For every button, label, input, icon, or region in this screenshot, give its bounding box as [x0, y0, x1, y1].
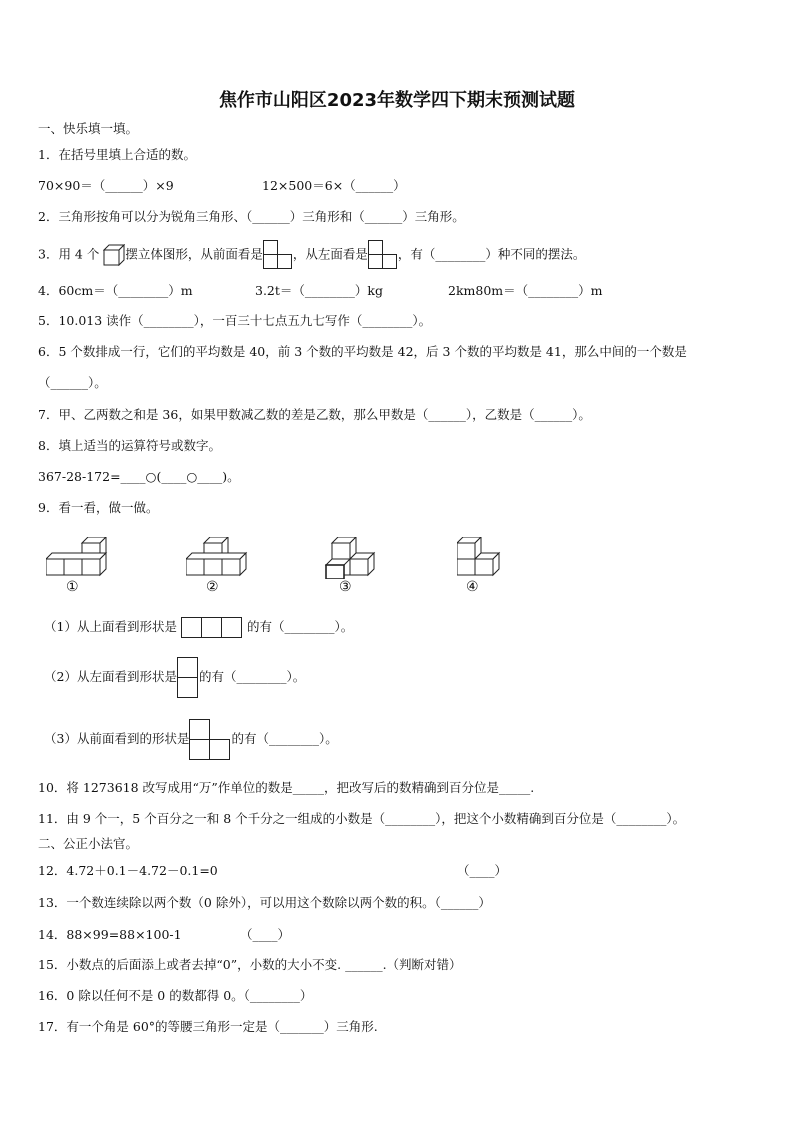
question-4a: 4．60cm＝（________）m	[38, 283, 193, 298]
question-12: 12．4.72＋0.1－4.72－0.1=0	[38, 863, 218, 878]
section-2-heading: 二、公正小法官。	[38, 836, 139, 851]
question-8-expr: 367-28-172=____○(____○____)。	[38, 469, 240, 484]
left-view-shape	[368, 240, 398, 270]
question-9-stem: 9．看一看，做一做。	[38, 500, 159, 515]
figure-3	[324, 537, 376, 579]
figure-2-label: ②	[206, 579, 219, 595]
question-13: 13．一个数连续除以两个数（0 除外），可以用这个数除以两个数的积。（______）	[38, 895, 491, 910]
question-11: 11．由 9 个一，5 个百分之一和 8 个千分之一组成的小数是（________），把这个小数精确到百分位是（________）。	[38, 811, 686, 826]
question-15: 15．小数点的后面添上或者去掉“0”，小数的大小不变. ______.（判断对错）	[38, 957, 462, 972]
question-9-sub3	[44, 718, 338, 761]
front-view-l-shape	[189, 719, 231, 761]
question-9-sub1	[44, 614, 353, 640]
top-view-shape	[181, 617, 243, 639]
figure-4-label: ④	[466, 579, 479, 595]
question-2: 2．三角形按角可以分为锐角三角形、（______）三角形和（______）三角形。	[38, 209, 465, 224]
question-4b: 3.2t＝（________）kg	[255, 283, 383, 298]
question-3	[38, 240, 585, 270]
question-6-line1: 6．5 个数排成一行，它们的平均数是 40，前 3 个数的平均数是 42，后 3 个数的平均数是 41，那么中间的一个数是	[38, 344, 687, 359]
front-view-shape	[263, 240, 293, 270]
q9-sub3-pre: （3）从前面看到的形状是	[44, 731, 190, 746]
question-1b: 12×500＝6×（______）	[262, 178, 406, 193]
q9-sub2-pre: （2）从左面看到形状是	[44, 669, 177, 684]
question-3-part4: ，有（________）种不同的摆法。	[397, 246, 586, 262]
section-1-heading: 一、快乐填一填。	[38, 121, 139, 136]
figure-2	[186, 537, 248, 579]
figure-1-label: ①	[66, 579, 79, 595]
q9-sub3-post: 的有（________）。	[231, 731, 338, 746]
figure-3-label: ③	[339, 579, 352, 595]
question-8-stem: 8．填上适当的运算符号或数字。	[38, 438, 221, 453]
question-6-line2: （______）。	[38, 375, 107, 390]
question-3-part2: 摆立体图形，从前面看是	[125, 246, 263, 262]
cube-icon	[103, 244, 125, 266]
question-1a: 70×90＝（______）×9	[38, 178, 174, 193]
question-14-answer: （____）	[240, 927, 291, 942]
question-5: 5．10.013 读作（________），一百三十七点五九七写作（________）。	[38, 313, 432, 328]
question-4c: 2km80m＝（________）m	[448, 283, 603, 298]
figure-1	[46, 537, 108, 579]
question-7: 7．甲、乙两数之和是 36，如果甲数减乙数的差是乙数，那么甲数是（______），乙数是（______）。	[38, 407, 591, 422]
question-12-answer: （____）	[457, 863, 508, 878]
question-1-stem: 1．在括号里填上合适的数。	[38, 147, 196, 162]
left-view-column-shape	[177, 657, 199, 699]
q9-sub1-pre: （1）从上面看到形状是	[44, 619, 177, 634]
question-9-sub2	[44, 656, 305, 699]
q9-sub1-post: 的有（________）。	[246, 619, 354, 634]
q9-sub2-post: 的有（________）。	[198, 669, 306, 684]
question-14: 14．88×99=88×100-1	[38, 927, 182, 942]
question-3-part3: ，从左面看是	[292, 246, 368, 262]
figure-4	[457, 537, 501, 579]
page-title: 焦作市山阳区2023年数学四下期末预测试题	[218, 90, 576, 111]
question-17: 17．有一个角是 60°的等腰三角形一定是（_______）三角形.	[38, 1019, 378, 1034]
question-3-part1: 3．用 4 个	[38, 246, 100, 262]
question-10: 10．将 1273618 改写成用“万”作单位的数是_____，把改写后的数精确到百分位是_____.	[38, 780, 535, 795]
question-16: 16．0 除以任何不是 0 的数都得 0。（________）	[38, 988, 313, 1003]
